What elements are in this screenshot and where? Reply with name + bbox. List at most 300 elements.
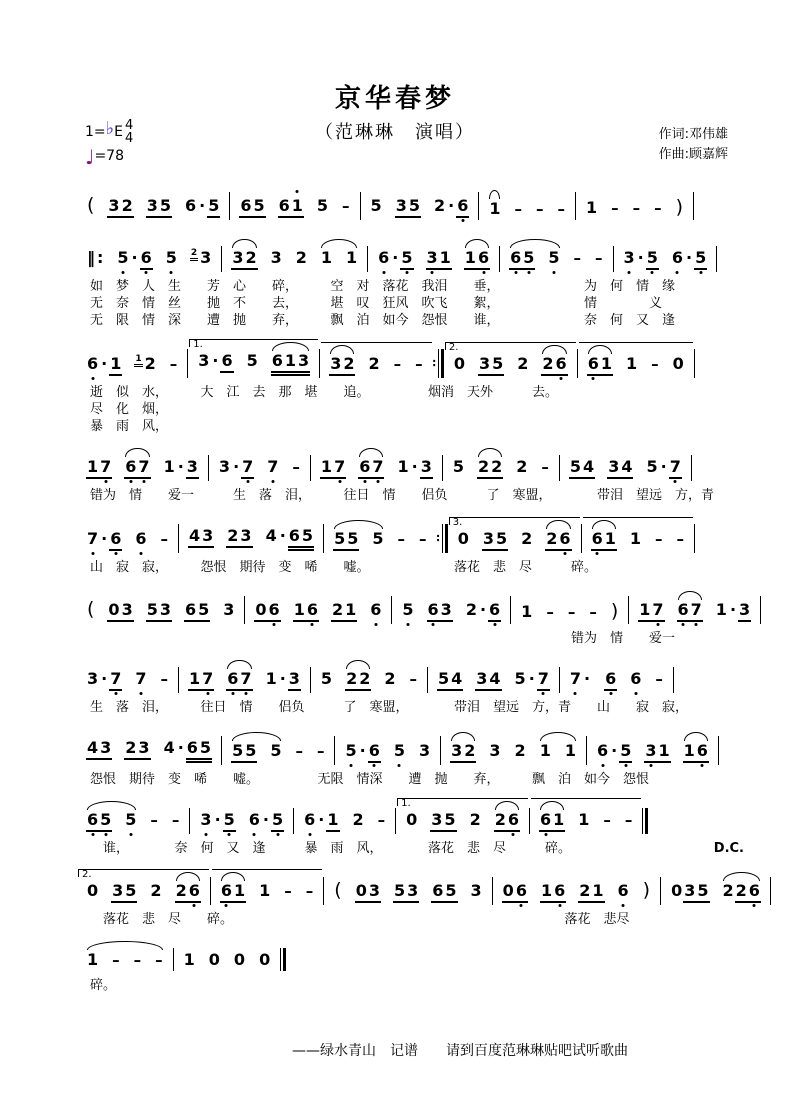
note-token: 6 · 1 (86, 354, 122, 376)
lyrics-row: 无 奈 情 丝 抛 不 去， 堪 叹 狂风 吹飞 絮， 情 义 (90, 296, 663, 311)
note-token: – (589, 603, 597, 621)
note-token: – (546, 603, 554, 621)
note-token: – (418, 530, 427, 548)
measure (588, 725, 717, 771)
barline (280, 948, 286, 971)
barline (442, 455, 443, 481)
barline (323, 877, 324, 905)
note-token (86, 950, 164, 969)
note-token: 3 (470, 881, 482, 900)
measure (561, 441, 690, 487)
note-token: 6 7 (124, 457, 150, 479)
note-token: – (284, 882, 292, 900)
staff-line (78, 178, 746, 226)
volta-label: 2. (448, 342, 459, 353)
note-token: 4 3 (188, 526, 214, 548)
note-token: – (169, 355, 178, 373)
barline (575, 192, 576, 220)
staff-line (78, 863, 760, 911)
measure (312, 441, 441, 487)
note-token: 4 · 6 5 (265, 526, 315, 551)
grace-note: 2 (190, 248, 198, 261)
barline (510, 596, 511, 624)
note-token: 0 3 (355, 881, 381, 903)
note-token: 6 (617, 881, 629, 900)
note-token: 5 (393, 741, 405, 760)
measure (223, 725, 333, 771)
barline (581, 524, 582, 553)
lyrics-row: 尽 化 烟， (90, 402, 169, 417)
note-token: 6 5 (184, 600, 210, 622)
note-token: 2 1 (331, 600, 357, 622)
measure (295, 794, 394, 840)
measure (429, 653, 558, 699)
measure (362, 180, 478, 226)
note-token: ) (675, 196, 684, 218)
note-token: 6 7 (358, 457, 384, 479)
note-token: 6 · 5 (377, 248, 413, 270)
note-token: – (655, 670, 663, 688)
measure (78, 653, 177, 699)
measure (191, 794, 292, 840)
note-token: 5 (320, 669, 333, 688)
note-token: – (397, 530, 405, 548)
measure (78, 934, 172, 977)
slur-group: 6 5 5 (509, 248, 560, 270)
note-token: – (651, 355, 659, 373)
note-token: – (409, 670, 417, 688)
measure (445, 338, 576, 384)
note-token (539, 741, 577, 760)
lyrics-row: 落花 悲 尽 碎。 落花 悲尽 (90, 912, 630, 927)
note-token: 1 · 3 (715, 600, 751, 622)
barline (310, 455, 311, 481)
note-token: 1 6 (293, 600, 319, 622)
note-token: 2 2 6 (722, 881, 761, 903)
volta-label: 1. (401, 798, 411, 809)
quarter-note-icon: ♩ (85, 144, 95, 169)
note-token: ‖ : (87, 248, 104, 267)
barline (694, 524, 695, 553)
barline (367, 246, 368, 272)
barline (492, 877, 493, 905)
credits (659, 125, 728, 165)
system (78, 441, 746, 504)
measure (397, 794, 528, 840)
note-token: 0 (87, 881, 99, 900)
note-token: 5 4 (569, 457, 595, 479)
system (78, 934, 746, 994)
note-token: 1 · 3 (163, 457, 199, 479)
slur-group: 5 5 5 (231, 741, 282, 763)
measure (369, 232, 498, 278)
note-token: – (295, 742, 303, 760)
measure (189, 335, 318, 384)
note-token: 6 (135, 529, 147, 548)
barline (221, 736, 222, 765)
note-token: 0 (208, 950, 220, 969)
note-token: 2 3 (226, 526, 252, 548)
barline (178, 667, 179, 693)
key-prefix: 1= (85, 124, 106, 140)
note-token: ( (334, 879, 342, 901)
note-token: 2 (516, 457, 528, 476)
note-token: 3 · 7 (86, 669, 122, 691)
lyrics-row: 谁， 奈 何 又 逢 暴 雨 风， 落花 悲 尽 碎。 D.C. (90, 841, 744, 856)
note-token: 6 1 (591, 529, 617, 551)
note-token: 6 · 5 (671, 248, 707, 270)
measure (180, 510, 322, 559)
note-token: 2 · 6 (465, 600, 501, 622)
note-token: – (654, 530, 663, 548)
note-token: – (342, 197, 350, 215)
staff-line (78, 335, 746, 384)
note-token: 1 (521, 602, 533, 621)
note-token: 3 5 (146, 196, 172, 218)
composer: 作曲:顾嘉辉 (658, 147, 728, 162)
note-token: 2 · 6 (433, 196, 469, 218)
barline (716, 246, 717, 272)
measure (512, 584, 627, 630)
barline (210, 877, 211, 905)
note-token: 4 · 6 5 (163, 738, 213, 763)
note-token: 2 (295, 248, 307, 267)
note-token: 1 · 3 (396, 457, 432, 479)
barline (173, 948, 174, 971)
note-token: 5 · 7 (514, 669, 550, 691)
barline (559, 667, 560, 693)
barline (310, 667, 311, 693)
measure (577, 180, 692, 226)
staff-line (78, 934, 746, 977)
note-token: 6 · 5 (184, 196, 220, 218)
key-signature (85, 120, 133, 145)
system (78, 178, 746, 226)
barline (208, 455, 209, 481)
note-token: 3 1 (644, 741, 670, 763)
system (78, 863, 760, 928)
note-token: – (377, 811, 386, 829)
note-token: ( (87, 194, 95, 216)
measure (223, 232, 366, 278)
measure (78, 794, 188, 840)
note-token: 5 3 (393, 881, 419, 903)
flat-icon: ♭ (105, 118, 115, 139)
note-token: 7 · 6 (86, 529, 122, 551)
system (78, 653, 746, 716)
measure (78, 178, 228, 226)
barline: ∶ (436, 524, 447, 553)
system (78, 794, 746, 857)
measure (78, 582, 243, 630)
note-token: 3 2 (107, 196, 133, 218)
note-token: 3 (418, 741, 431, 760)
note-token: 2 (150, 881, 162, 900)
note-token: 5 · 7 (645, 457, 681, 479)
measure (583, 513, 693, 559)
measure (312, 653, 426, 699)
lyrics-row: 碎。 (90, 978, 117, 993)
note-token: 6 5 (239, 196, 265, 218)
note-token: – (632, 199, 641, 217)
note-token: 1 7 (320, 457, 346, 479)
note-token: – (514, 200, 522, 218)
measure (246, 584, 390, 630)
staff-line (78, 794, 746, 840)
note-token: 6 (370, 600, 382, 619)
note-token: – (541, 458, 549, 476)
system (78, 722, 746, 788)
system (78, 232, 746, 329)
note-token: 1 · 3 (265, 669, 301, 691)
slur-group: 6 5 5 (86, 810, 137, 832)
note-token: 2 (368, 354, 380, 373)
note-token: 3 · 7 (218, 457, 254, 479)
measure (321, 338, 431, 384)
volta-label: 1. (193, 339, 203, 350)
note-token: 6 1 (220, 881, 246, 903)
note-token: 3 · 5 (199, 810, 235, 832)
measure (579, 338, 693, 384)
measure (180, 653, 309, 699)
barline (391, 596, 392, 624)
system (78, 582, 751, 647)
measure (325, 513, 435, 559)
key-letter: E (114, 124, 123, 140)
note-token: – (292, 458, 300, 476)
lyrics-row: 错为 情 爱一 (90, 631, 676, 646)
measure (615, 232, 716, 278)
measure (630, 584, 759, 630)
note-token: 1 (585, 198, 598, 217)
measure (336, 725, 439, 771)
note-token: 2 (352, 810, 364, 829)
note-token: 5 · 6 (116, 248, 152, 270)
note-token: 7 (135, 669, 147, 688)
note-token: 3 · 6 (197, 351, 233, 373)
slur-group: 1 – – – (87, 950, 163, 969)
measure (325, 863, 490, 911)
note-token: 3 · 5 (623, 248, 659, 270)
note-token (509, 248, 560, 270)
lyricist: 作词:邓伟雄 (658, 127, 728, 142)
note-token: 6 1 3 (271, 351, 310, 376)
key-tempo-block (85, 118, 134, 169)
note-token: 5 (316, 196, 329, 215)
measure (78, 441, 207, 487)
note-token: ( (87, 598, 95, 620)
measure (393, 584, 509, 630)
note-token (86, 810, 137, 832)
note-token: 4 3 (86, 738, 112, 760)
barline (221, 246, 222, 272)
system (78, 510, 746, 576)
measure (480, 183, 574, 226)
note-token: 6 3 (427, 600, 453, 622)
note-token: 3 1 (426, 248, 452, 270)
barline: ∶ (433, 349, 444, 378)
lyrics-row: 生 落 泪， 往日 情 侣负 了 寒盟， 带泪 望远 方，青 山 寂 寂， (90, 700, 689, 715)
grace-note: 1 (134, 354, 142, 367)
note-token: 1 (625, 354, 638, 373)
note-token: – (654, 199, 662, 217)
measure (78, 232, 220, 278)
note-token: – (573, 249, 581, 267)
staff-line (78, 232, 746, 278)
note-token: – (150, 811, 158, 829)
note-token: 6 5 (431, 881, 457, 903)
note-token (333, 529, 384, 551)
note-token: 2 2 (345, 669, 371, 691)
note-token: 1 2 (135, 354, 156, 373)
measure (78, 338, 186, 384)
note-token: 2 (521, 529, 533, 548)
tempo-value: =78 (94, 148, 124, 164)
system (78, 335, 746, 435)
note-token: 1 (259, 881, 271, 900)
barline (293, 808, 294, 834)
note-token: 0 (453, 354, 465, 373)
slur-group: 1 1 (320, 248, 358, 267)
barline (642, 808, 648, 834)
note-token: 5 · 6 (344, 741, 380, 763)
note-token: 3 (270, 248, 282, 267)
barline (189, 808, 190, 834)
note-token: 0 6 (502, 881, 528, 903)
note-token: 3 5 (478, 354, 504, 376)
measure (175, 934, 280, 977)
note-token: 5 3 (146, 600, 172, 622)
barline (229, 192, 230, 220)
note-token: 3 5 (111, 881, 137, 903)
note-token: 1 7 (86, 457, 112, 479)
footer-credit: ——绿水青山 记谱 请到百度范琳琳贴吧试听歌曲 (292, 1043, 628, 1059)
note-token: 2 2 (477, 457, 503, 479)
measure (212, 865, 322, 911)
time-signature: 4 4 (125, 118, 134, 146)
note-token: 2 (384, 669, 396, 688)
note-token: ) (610, 600, 619, 622)
note-token: – (305, 882, 314, 900)
note-token: 3 5 (430, 810, 456, 832)
note-token: 5 (452, 457, 464, 476)
barline (770, 877, 771, 905)
note-token: 1 (183, 950, 195, 969)
lyrics-row: 无 限 情 深 遭 抛 弃， 飘 泊 如今 怨恨 谁， 奈 何 又 逢 (90, 313, 676, 328)
barline (613, 246, 614, 272)
barline (323, 524, 324, 553)
note-token: – (160, 670, 168, 688)
song-title: 京华春梦 (334, 84, 455, 114)
barline (499, 246, 500, 272)
barline (718, 736, 719, 765)
note-token: 7 (267, 457, 279, 476)
note-token: 3 (489, 741, 501, 760)
note-token: – (393, 355, 402, 373)
note-token: 1 (629, 529, 641, 548)
note-token: 1 6 (464, 248, 490, 270)
note-token: 5 4 (437, 669, 463, 691)
note-token: 1 6 (683, 741, 709, 763)
note-token: 5 (370, 196, 382, 215)
note-token: 6 · 5 (248, 810, 284, 832)
note-token: – (676, 530, 684, 548)
barline (559, 455, 560, 481)
note-token: 2 6 (175, 881, 201, 903)
slur-group: 5 5 5 (333, 529, 384, 551)
measure (78, 722, 220, 771)
barline (577, 349, 578, 378)
measure (561, 653, 672, 699)
note-token: 6 · 1 (303, 810, 339, 832)
note-token: 1 (578, 810, 590, 829)
note-token: – (316, 742, 325, 760)
note-token: 0 (259, 950, 271, 969)
lyrics-row: 逝 似 水， 大 江 去 那 堪 追。 烟消 天外 去。 (90, 385, 559, 400)
note-token: 3 4 (607, 457, 633, 479)
measure (444, 441, 558, 487)
note-token: 2 (517, 354, 529, 373)
note-token: 5 (246, 351, 258, 370)
note-token: – (624, 811, 633, 829)
note-token: 6 7 (677, 600, 703, 622)
measure (501, 232, 611, 278)
note-token: 0 (457, 529, 469, 548)
barline (360, 192, 361, 220)
note-token: – (535, 200, 544, 218)
note-token: 3 (223, 600, 235, 619)
barline (691, 455, 692, 481)
barline (319, 349, 320, 378)
note-token: 2 3 (124, 738, 150, 760)
slur-group: 1 1 (539, 741, 576, 760)
note-token: 2 (469, 810, 481, 829)
note-token: 1 7 (638, 600, 664, 622)
note-token: 0 3 5 (670, 881, 709, 903)
note-token: – (603, 811, 611, 829)
note-token: – (160, 530, 168, 548)
barline (586, 736, 587, 765)
note-token: – (557, 200, 565, 218)
note-token: 7 · (569, 669, 591, 688)
barline (478, 192, 479, 220)
barline (395, 808, 396, 834)
note-token: 6 (630, 669, 642, 688)
note-token: 1 7 (188, 669, 214, 691)
note-token: 2 3 (190, 248, 212, 267)
note-token: 1 (489, 199, 501, 218)
staff-line (78, 441, 746, 487)
note-token: – (567, 603, 576, 621)
note-token: 0 3 (107, 600, 133, 622)
measure (662, 865, 769, 911)
staff-line (78, 582, 751, 630)
note-token: 1 6 (540, 881, 566, 903)
score (78, 178, 760, 1000)
measure (210, 441, 309, 487)
barline (529, 808, 530, 834)
barline (427, 667, 428, 693)
tempo-marking (85, 144, 133, 169)
note-token: 3 2 (450, 741, 476, 763)
lyrics-row: 如 梦 人 生 芳 心 碎， 空 对 落花 我泪 垂， 为 何 情 缘 (90, 279, 676, 294)
volta-label: 2. (82, 869, 92, 880)
note-token: 0 (672, 354, 684, 373)
barline (660, 877, 661, 905)
barline (628, 596, 629, 624)
note-token: 6 (604, 669, 617, 691)
note-token: – (611, 199, 619, 217)
